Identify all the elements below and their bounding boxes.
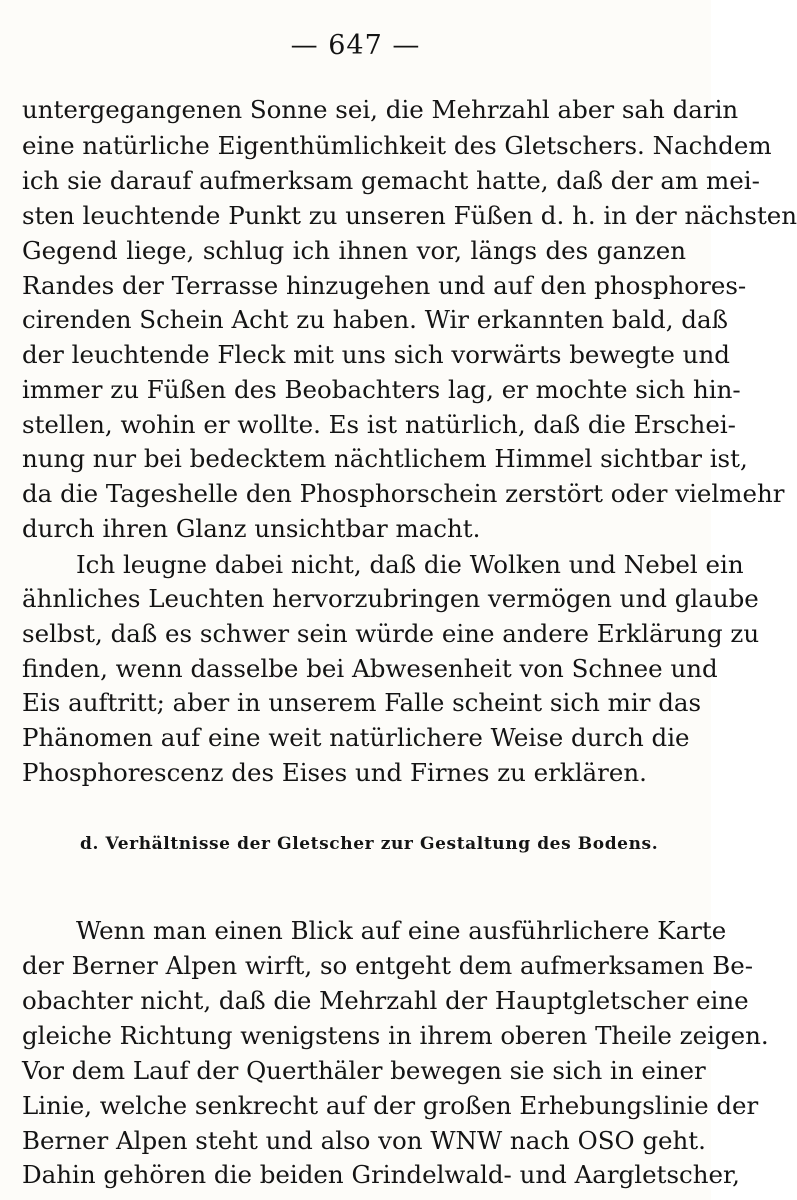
page-number: — 647 — (290, 30, 421, 61)
text-line: der Berner Alpen wirft, so entgeht dem aufmerksamen Be- (22, 951, 753, 980)
text-line: Phänomen auf eine weit natürlichere Weise durch die (22, 723, 690, 752)
text-line: Dahin gehören die beiden Grindelwald- und Aargletscher, (22, 1160, 740, 1189)
text-line: der leuchtende Fleck mit uns sich vorwärts bewegte und (22, 340, 730, 369)
text-line: Wenn man einen Blick auf eine ausführlichere Karte (76, 916, 727, 945)
text-line: Eis auftritt; aber in unserem Falle scheint sich mir das (22, 688, 702, 717)
text-line: selbst, daß es schwer sein würde eine andere Erklärung zu (22, 619, 760, 648)
text-line: untergegangenen Sonne sei, die Mehrzahl aber sah darin (22, 95, 739, 124)
text-line: finden, wenn dasselbe bei Abwesenheit von Schnee und (22, 654, 718, 683)
text-line: cirenden Schein Acht zu haben. Wir erkannten bald, daß (22, 305, 728, 334)
text-line: Randes der Terrasse hinzugehen und auf den phosphores- (22, 271, 747, 300)
text-line: durch ihren Glanz unsichtbar macht. (22, 514, 481, 543)
text-line: ähnliches Leuchten hervorzubringen vermögen und glaube (22, 584, 759, 613)
text-line: stellen, wohin er wollte. Es ist natürlich, daß die Erschei- (22, 410, 736, 439)
text-line: nung nur bei bedecktem nächtlichem Himmel sichtbar ist, (22, 444, 748, 473)
text-line: sten leuchtende Punkt zu unseren Füßen d. h. in der nächsten (22, 201, 797, 230)
text-line: Berner Alpen steht und also von WNW nach OSO geht. (22, 1126, 706, 1155)
text-line: Vor dem Lauf der Querthäler bewegen sie sich in einer (22, 1056, 706, 1085)
text-line: Phosphorescenz des Eises und Firnes zu erklären. (22, 758, 647, 787)
text-line: ich sie darauf aufmerksam gemacht hatte, daß der am mei- (22, 166, 760, 195)
section-heading: d. Verhältnisse der Gletscher zur Gestaltung des Bodens. (80, 834, 659, 854)
text-line: Linie, welche senkrecht auf der großen Erhebungslinie der (22, 1091, 759, 1120)
text-line: da die Tageshelle den Phosphorschein zerstört oder vielmehr (22, 479, 785, 508)
text-line: eine natürliche Eigenthümlichkeit des Gletschers. Nachdem (22, 131, 772, 160)
text-line: Gegend liege, schlug ich ihnen vor, längs des ganzen (22, 236, 686, 265)
text-line: obachter nicht, daß die Mehrzahl der Hauptgletscher eine (22, 986, 749, 1015)
text-line: Ich leugne dabei nicht, daß die Wolken und Nebel ein (76, 550, 744, 579)
text-line: gleiche Richtung wenigstens in ihrem oberen Theile zeigen. (22, 1021, 769, 1050)
text-line: immer zu Füßen des Beobachters lag, er mochte sich hin- (22, 375, 741, 404)
